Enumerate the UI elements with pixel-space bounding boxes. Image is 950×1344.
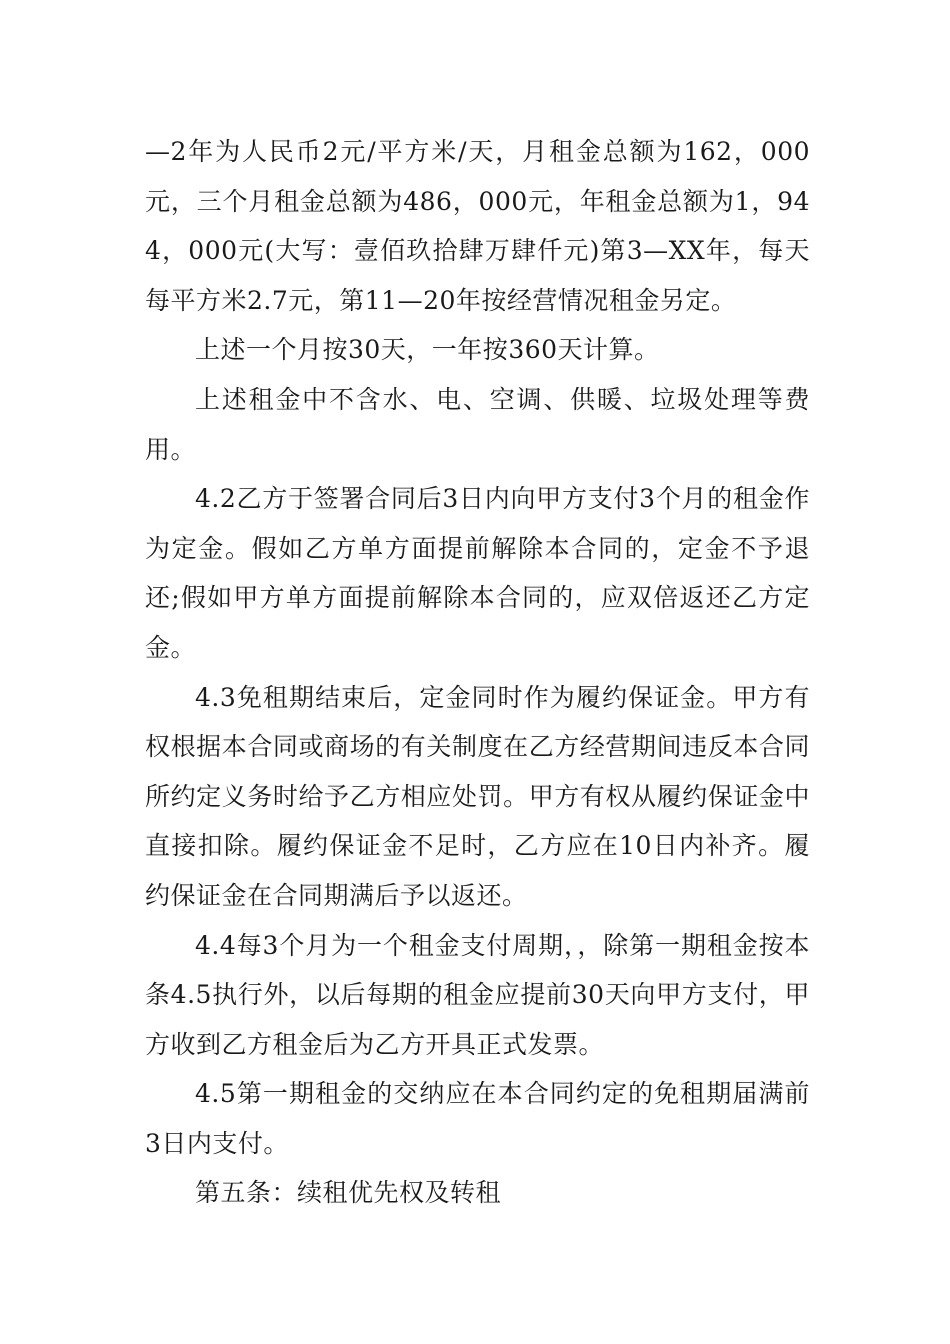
document-body bbox=[145, 127, 810, 1218]
paragraph-excluded-fees: 上述租金中不含水、电、空调、供暖、垃圾处理等费用。 bbox=[145, 384, 810, 464]
paragraph-rent-terms: —2年为人民币2元/平方米/天，月租金总额为162，000元，三个月租金总额为486，000元，年租金总额为1，944，000元(大写：壹佰玖拾肆万肆仟元)第3—XX年，每天每平方米2.7元，第11—20年按经营情况租金另定。 bbox=[145, 137, 810, 315]
paragraph-clause-4-3: 4.3免租期结束后，定金同时作为履约保证金。甲方有权根据本合同或商场的有关制度在乙方经营期间违反本合同所约定义务时给予乙方相应处罚。甲方有权从履约保证金中直接扣除。履约保证金不足时，乙方应在10日内补齐。履约保证金在合同期满后予以返还。 bbox=[145, 682, 810, 910]
paragraph-clause-4-2: 4.2乙方于签署合同后3日内向甲方支付3个月的租金作为定金。假如乙方单方面提前解除本合同的，定金不予退还;假如甲方单方面提前解除本合同的，应双倍返还乙方定金。 bbox=[145, 484, 810, 662]
paragraph-month-calculation: 上述一个月按30天，一年按360天计算。 bbox=[195, 335, 660, 365]
paragraph-clause-4-5: 4.5第一期租金的交纳应在本合同约定的免租期届满前3日内支付。 bbox=[145, 1079, 810, 1158]
section-heading-article-5: 第五条：续租优先权及转租 bbox=[195, 1178, 502, 1208]
paragraph-clause-4-4: 4.4每3个月为一个租金支付周期，，除第一期租金按本条4.5执行外，以后每期的租金应提前30天向甲方支付，甲方收到乙方租金后为乙方开具正式发票。 bbox=[145, 930, 810, 1059]
